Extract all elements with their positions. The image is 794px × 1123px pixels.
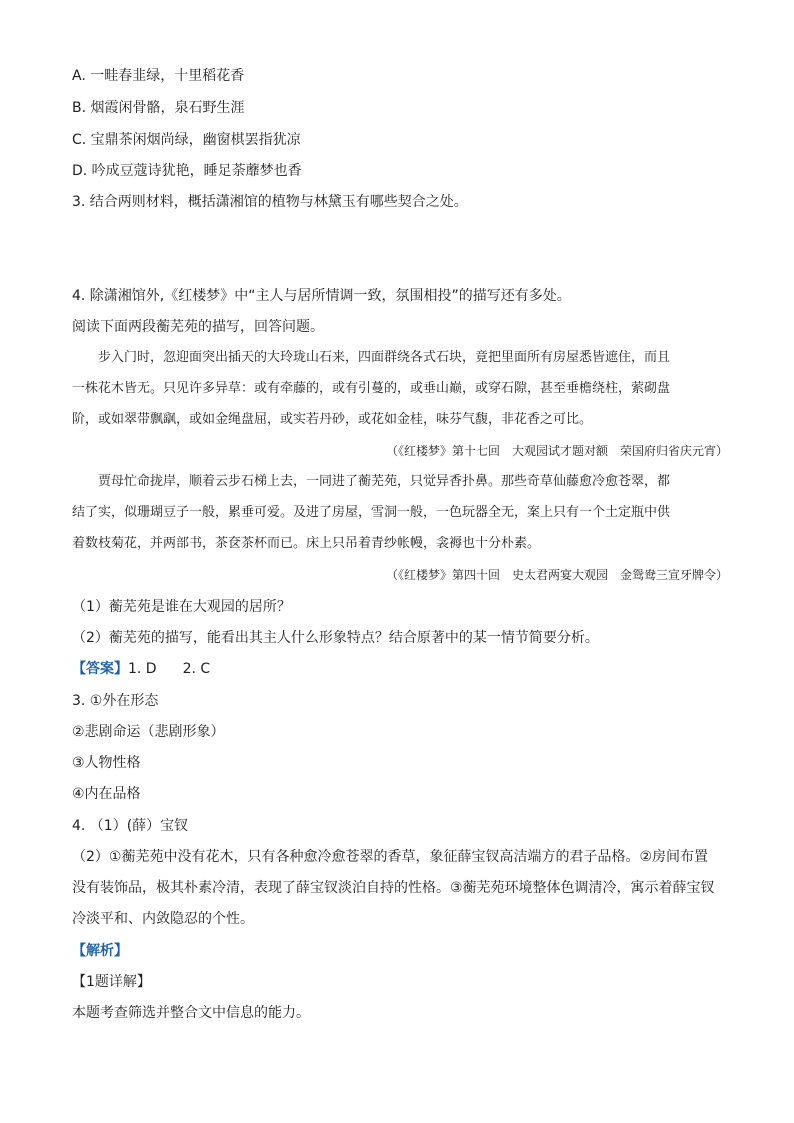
analysis-detail-heading: 【1题详解】 — [72, 974, 151, 990]
sub-question-2: （2）蘅芜苑的描写，能看出其主人什么形象特点？结合原著中的某一情节简要分析。 — [72, 630, 599, 646]
passage-1-line: 步入门时，忽迎面突出插天的大玲珑山石来，四面群绕各式石块，竟把里面所有房屋悉皆遮住，而且 — [98, 350, 671, 365]
answer-2: 2. C — [182, 661, 211, 677]
passage-2-line: 结了实，似珊瑚豆子一般，累垂可爱。及进了房屋，雪洞一般，一色玩器全无，案上只有一个土定瓶中供 — [72, 505, 671, 520]
question-4-intro: 4. 除潇湘馆外,《红楼梦》中“主人与居所情调一致，氛围相投”的描写还有多处。 — [72, 288, 571, 304]
answer-1: 1. D — [128, 661, 157, 677]
passage-1-line: 阶，或如翠带飘飖，或如金绳盘屈，或实若丹砂，或花如金桂，味芬气馥，非花香之可比。 — [72, 412, 593, 427]
answer-3-item: ②悲剧命运（悲剧形象） — [72, 724, 225, 740]
answer-4-2-line: 没有装饰品，极其朴素冷清，表现了薛宝钗淡泊自持的性格。③蘅芜苑环境整体色调清冷，寓示着薛宝钗 — [72, 880, 715, 896]
answer-3-item: ④内在品格 — [72, 786, 141, 802]
answer-4-1: 4. （1）(薛）宝钗 — [72, 818, 189, 834]
option-d: D. 吟成豆蔻诗犹艳，睡足荼蘼梦也香 — [72, 163, 302, 179]
question-3: 3. 结合两则材料，概括潇湘馆的植物与林黛玉有哪些契合之处。 — [72, 194, 468, 210]
option-b: B. 烟霞闲骨骼，泉石野生涯 — [72, 100, 245, 116]
passage-1-line: 一株花木皆无。只见许多异草：或有牵藤的，或有引蔓的，或垂山巅，或穿石隙，甚至垂檐绕柱，萦砌盘 — [72, 381, 671, 396]
passage-2-line: 贾母忙命拢岸，顺着云步石梯上去，一同进了蘅芜苑，只觉异香扑鼻。那些奇草仙藤愈冷愈苍翠，都 — [98, 474, 671, 489]
answer-3-item: ③人物性格 — [72, 755, 141, 771]
analysis-detail-text: 本题考查筛选并整合文中信息的能力。 — [72, 1005, 310, 1021]
passage-2-line: 着数枝菊花，并两部书，茶奁茶杯而已。床上只吊着青纱帐幔，衾褥也十分朴素。 — [72, 536, 541, 551]
answer-3: 3. ①外在形态 — [72, 693, 159, 709]
answer-4-2-line: 冷淡平和、内敛隐忍的个性。 — [72, 911, 254, 927]
option-c: C. 宝鼎茶闲烟尚绿，幽窗棋罢指犹凉 — [72, 132, 301, 148]
option-a: A. 一畦春韭绿，十里稻花香 — [72, 68, 245, 84]
answer-line — [72, 659, 210, 679]
answer-4-2-line: （2）①蘅芜苑中没有花木，只有各种愈冷愈苍翠的香草，象征薛宝钗高洁端方的君子品格。②房间布置 — [72, 849, 709, 865]
question-4-instruction: 阅读下面两段蘅芜苑的描写，回答问题。 — [72, 319, 324, 335]
analysis-tag: 【解析】 — [72, 943, 128, 959]
answer-tag: 【答案】 — [72, 661, 128, 677]
sub-question-1: （1）蘅芜苑是谁在大观园的居所？ — [72, 599, 291, 615]
passage-2-source: （《红楼梦》第四十回 史太君两宴大观园 金鸳鸯三宣牙牌令） — [385, 568, 728, 582]
passage-1-source: （《红楼梦》第十七回 大观园试才题对额 荣国府归省庆元宵） — [385, 444, 728, 458]
